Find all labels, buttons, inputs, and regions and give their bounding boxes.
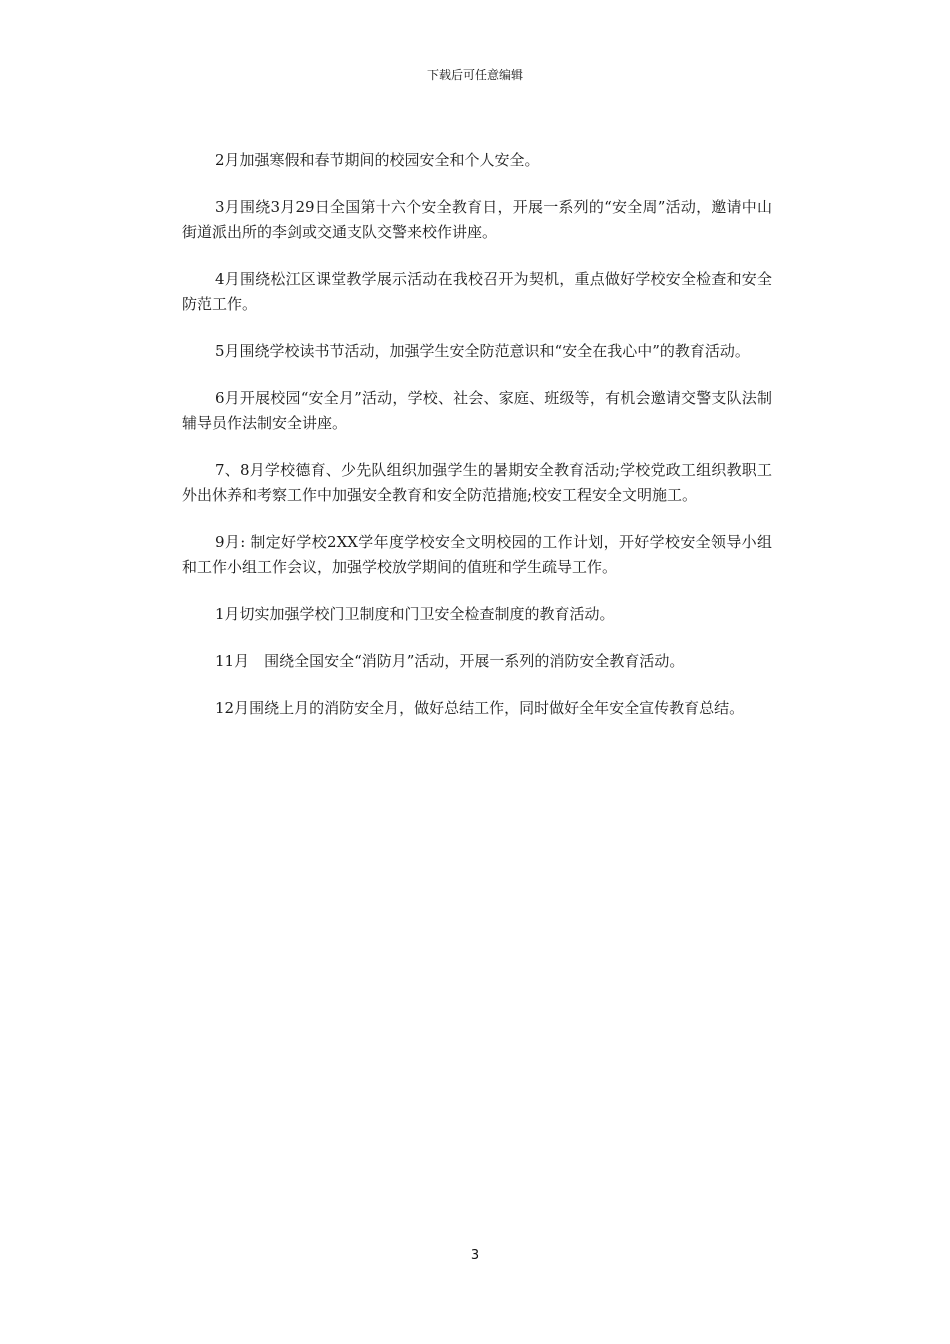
- paragraph-march: 3月围绕3月29日全国第十六个安全教育日，开展一系列的“安全周”活动，邀请中山街道派出所的李剑或交通支队交警来校作讲座。: [182, 198, 772, 241]
- paragraph-april: 4月围绕松江区课堂教学展示活动在我校召开为契机，重点做好学校安全检查和安全防范工作。: [182, 270, 772, 313]
- paragraph-july-august: 7、8月学校德育、少先队组织加强学生的暑期安全教育活动;学校党政工组织教职工外出休养和考察工作中加强安全教育和安全防范措施;校安工程安全文明施工。: [182, 461, 772, 504]
- paragraph-november: 11月 围绕全国安全“消防月”活动，开展一系列的消防安全教育活动。: [215, 652, 685, 670]
- paragraph-june: 6月开展校园“安全月”活动，学校、社会、家庭、班级等，有机会邀请交警支队法制辅导员作法制安全讲座。: [182, 389, 772, 432]
- paragraph-may: 5月围绕学校读书节活动，加强学生安全防范意识和“安全在我心中”的教育活动。: [215, 342, 750, 360]
- page-header: 下载后可任意编辑: [426, 68, 523, 82]
- page-number: 3: [470, 1248, 480, 1263]
- paragraph-december: 12月围绕上月的消防安全月，做好总结工作，同时做好全年安全宣传教育总结。: [215, 699, 745, 717]
- paragraph-september: 9月: 制定好学校2XX学年度学校安全文明校园的工作计划，开好学校安全领导小组和工作小组工作会议，加强学校放学期间的值班和学生疏导工作。: [182, 533, 772, 576]
- paragraph-october: 1月切实加强学校门卫制度和门卫安全检查制度的教育活动。: [215, 605, 615, 623]
- document-body: [182, 148, 772, 743]
- paragraph-february: 2月加强寒假和春节期间的校园安全和个人安全。: [215, 151, 540, 169]
